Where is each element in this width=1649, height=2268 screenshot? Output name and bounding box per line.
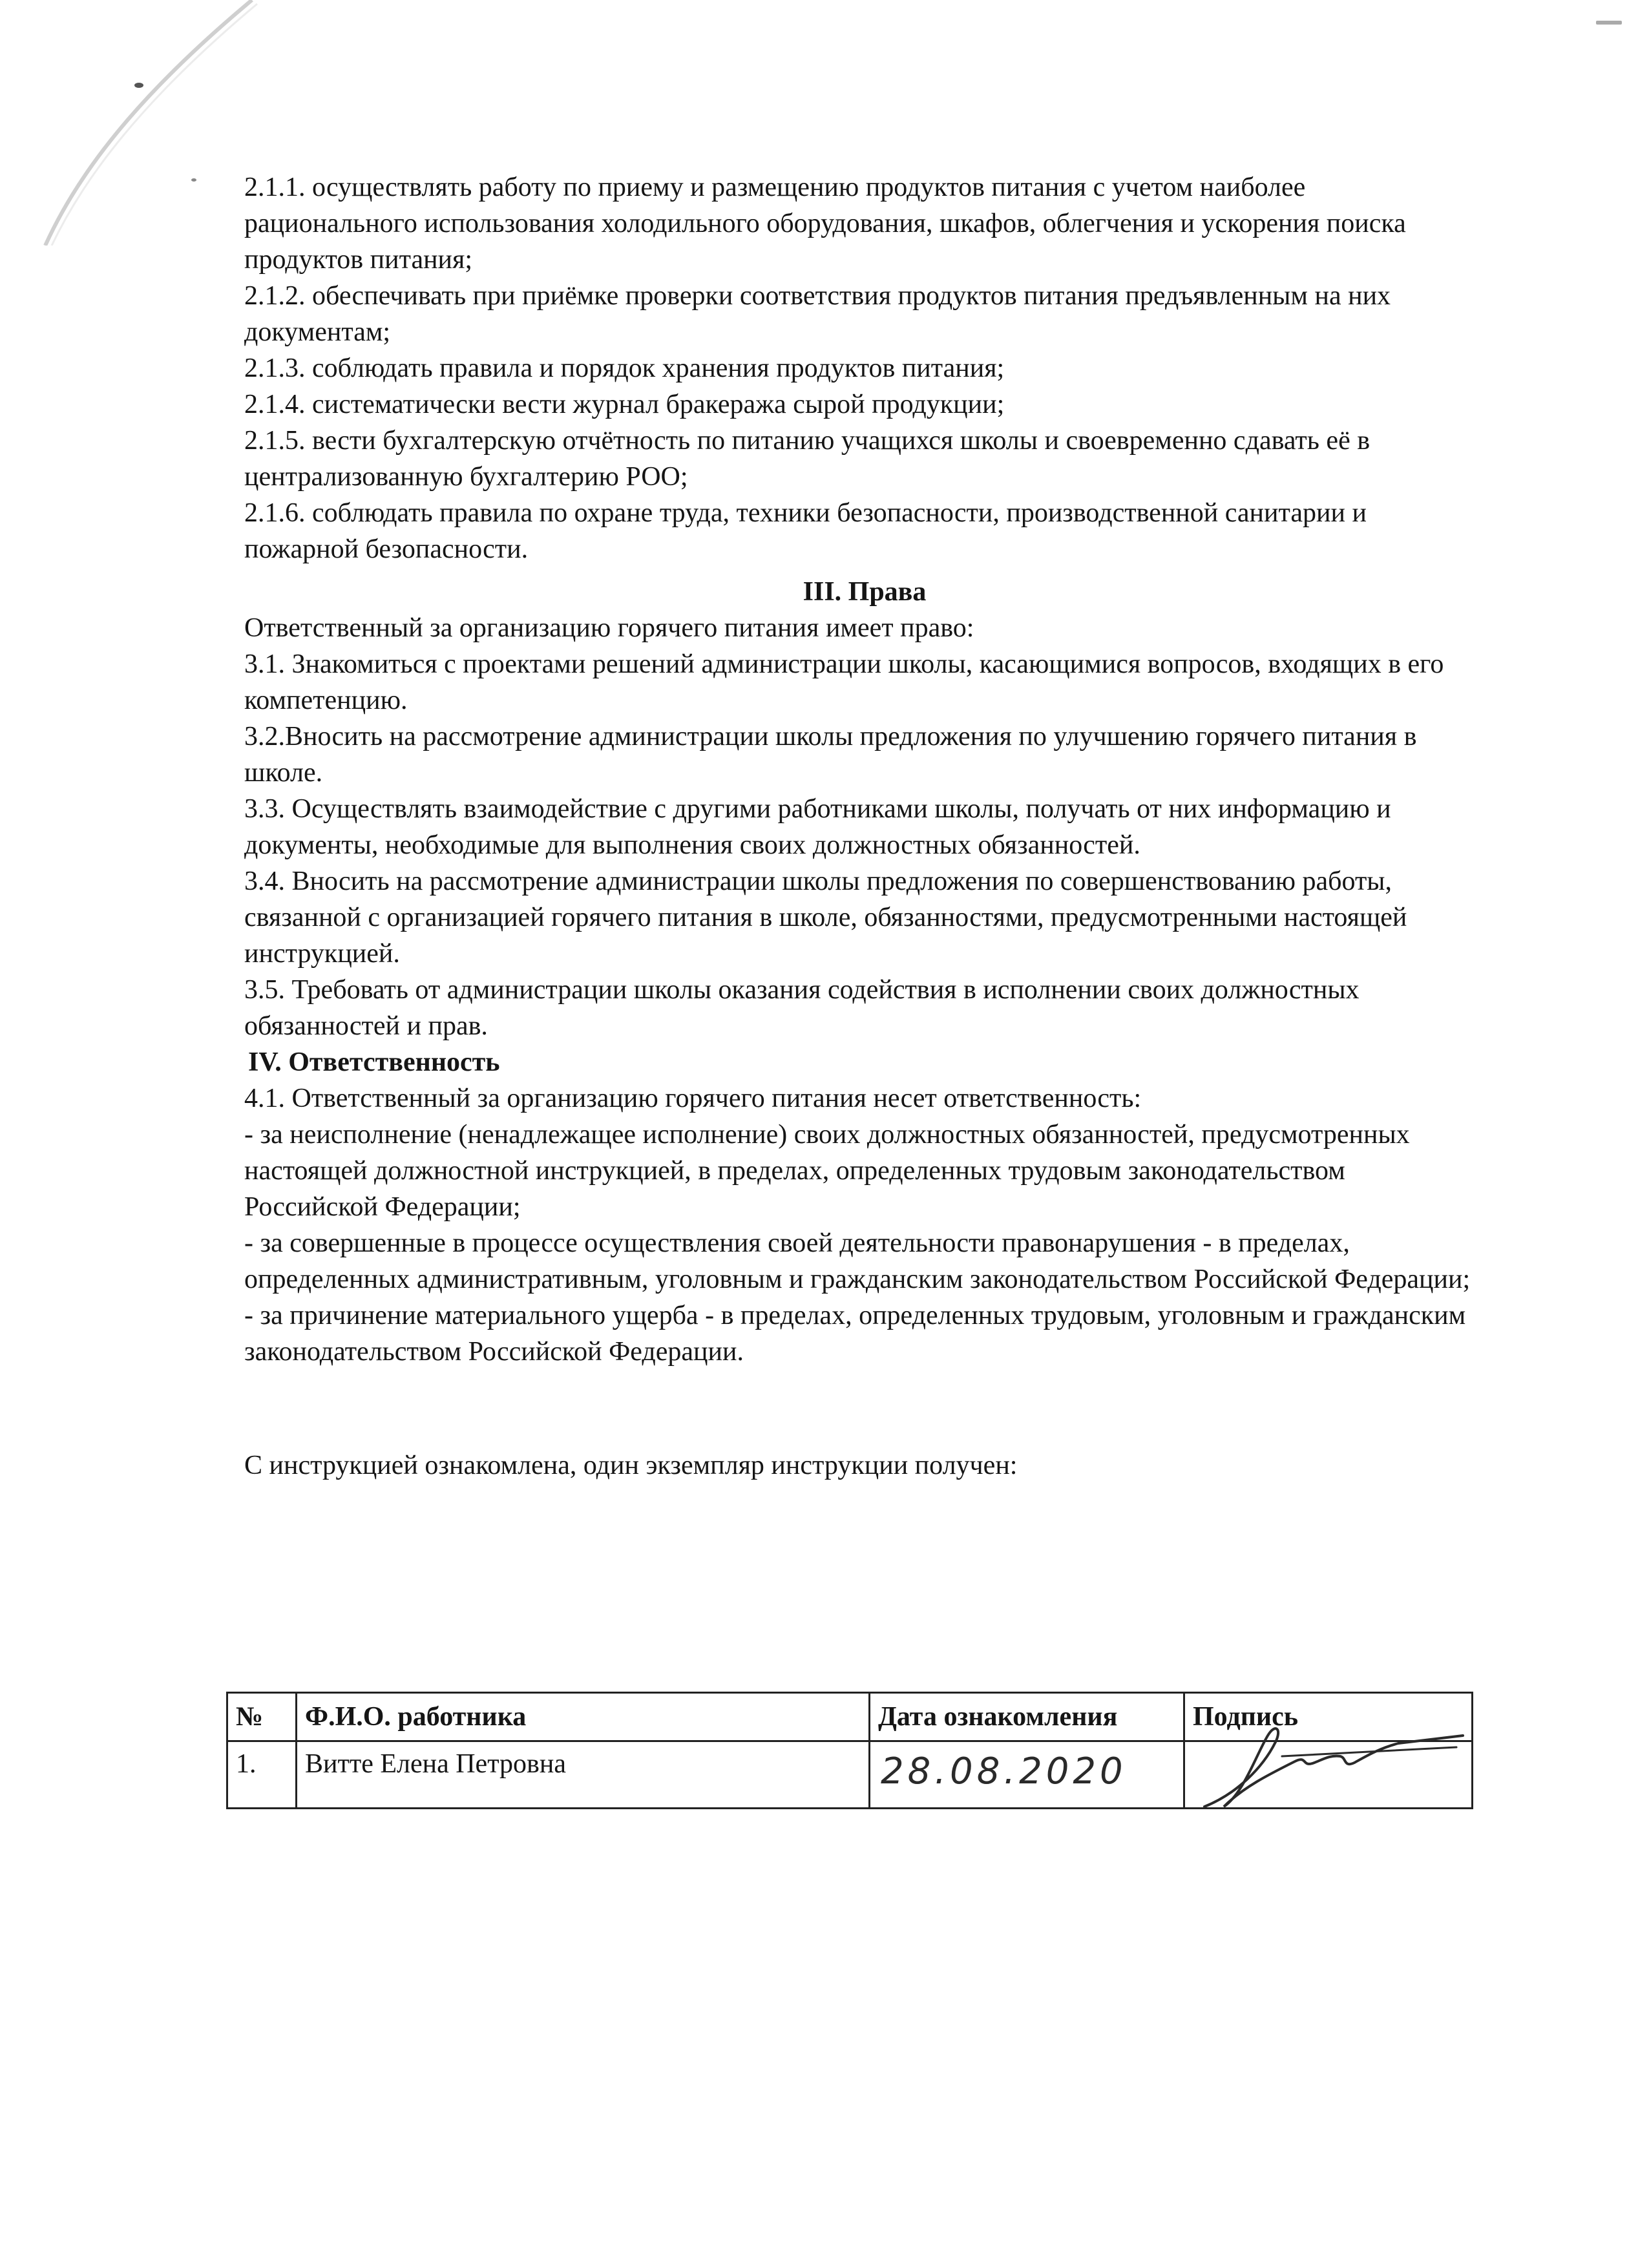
clause-4-1: 4.1. Ответственный за организацию горячего питания несет ответственность:	[244, 1084, 1142, 1113]
row-date-handwritten	[870, 1741, 1184, 1809]
header-number: №	[227, 1693, 297, 1741]
handwritten-date-text: 28.08.2020	[881, 1750, 1127, 1792]
header-full-name: Ф.И.О. работника	[297, 1693, 870, 1741]
responsibility-item: - за неисполнение (ненадлежащее исполнение) своих должностных обязанностей, предусмотренных настоящей должностной инструкцией, в пределах, определенных трудовым законодательством Российской Федерации;	[244, 1120, 1410, 1222]
header-date: Дата ознакомления	[870, 1693, 1184, 1741]
scan-speck	[1596, 21, 1622, 25]
rights-intro: Ответственный за организацию горячего питания имеет право:	[244, 613, 974, 643]
acknowledgement-table	[226, 1692, 1473, 1809]
row-number: 1.	[227, 1741, 297, 1809]
clause-2-1-6: 2.1.6. соблюдать правила по охране труда, техники безопасности, производственной санитарии и пожарной безопасности.	[244, 498, 1367, 564]
scan-speck	[134, 83, 143, 88]
clause-2-1-2: 2.1.2. обеспечивать при приёмке проверки соответствия продуктов питания предъявленным на них документам;	[244, 281, 1391, 347]
row-signature	[1184, 1741, 1473, 1809]
document-body	[244, 169, 1485, 1484]
table-row	[227, 1741, 1473, 1809]
clause-2-1-1: 2.1.1. осуществлять работу по приему и размещению продуктов питания с учетом наиболее рационального использования холодильного оборудования, шкафов, облегчения и ускорения поиска продуктов питания;	[244, 173, 1406, 275]
signature-mark	[1185, 1716, 1469, 1813]
clause-2-1-4: 2.1.4. систематически вести журнал бракеража сырой продукции;	[244, 390, 1005, 419]
acknowledgement-text: С инструкцией ознакомлена, один экземпляр инструкции получен:	[244, 1451, 1018, 1480]
section-heading-responsibility: IV. Ответственность	[248, 1047, 500, 1077]
clause-3-4: 3.4. Вносить на рассмотрение администрации школы предложения по совершенствованию работы, связанной с организацией горячего питания в школе, обязанностями, предусмотренными настоящей инструкцией.	[244, 866, 1407, 969]
clause-2-1-5: 2.1.5. вести бухгалтерскую отчётность по питанию учащихся школы и своевременно сдавать её в централизованную бухгалтерию РОО;	[244, 426, 1371, 492]
clause-3-1: 3.1. Знакомиться с проектами решений администрации школы, касающимися вопросов, входящих в его компетенцию.	[244, 649, 1444, 715]
scan-speck	[191, 178, 196, 182]
clause-2-1-3: 2.1.3. соблюдать правила и порядок хранения продуктов питания;	[244, 353, 1005, 383]
header-signature: Подпись	[1184, 1693, 1473, 1741]
clause-3-5: 3.5. Требовать от администрации школы оказания содействия в исполнении своих должностных обязанностей и прав.	[244, 975, 1360, 1041]
clause-3-3: 3.3. Осуществлять взаимодействие с другими работниками школы, получать от них информацию и документы, необходимые для выполнения своих должностных обязанностей.	[244, 794, 1391, 860]
row-full-name: Витте Елена Петровна	[297, 1741, 870, 1809]
clause-3-2: 3.2.Вносить на рассмотрение администрации школы предложения по улучшению горячего питания в школе.	[244, 722, 1417, 788]
page-fold-mark	[39, 0, 258, 246]
responsibility-item: - за совершенные в процессе осуществления своей деятельности правонарушения - в пределах, определенных административным, уголовным и гражданским законодательством Российской Федерации; - за причинение материального ущерба - в пределах, определенных трудовым, уголовным и гражданским законодательством Российской Федерации.	[244, 1228, 1471, 1367]
section-heading-rights: III. Права	[803, 577, 927, 607]
handwritten-date	[878, 1748, 1156, 1794]
